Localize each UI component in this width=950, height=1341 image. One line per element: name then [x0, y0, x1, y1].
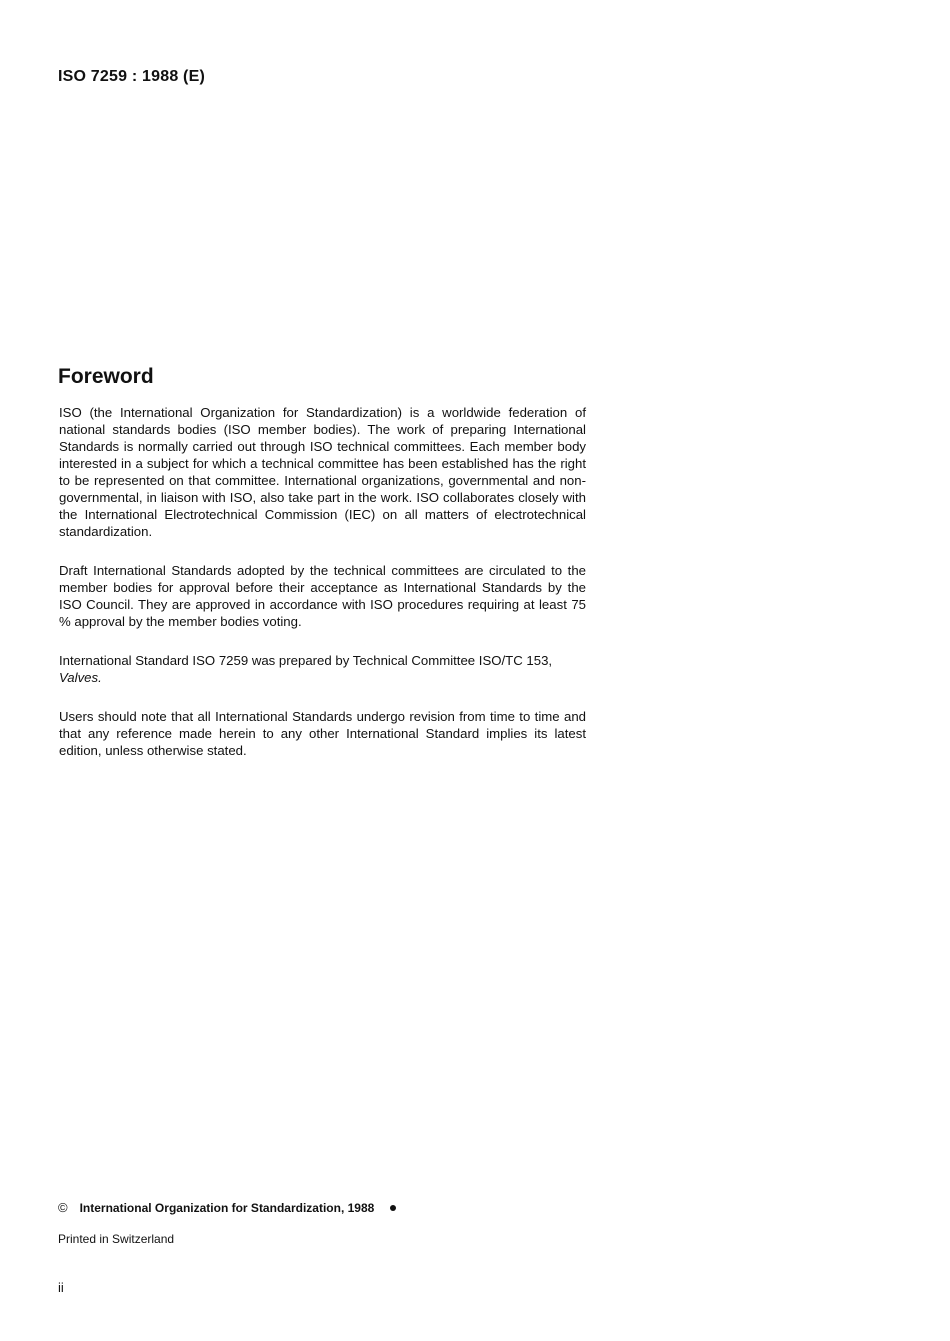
foreword-paragraph-2: Draft International Standards adopted by the technical committees are circulated to the member bodies for approval before their acceptance as International Standards by the ISO Council. They are approved in accordance with ISO procedures requiring at least 75 % approval by the member bodies voting. — [59, 563, 586, 629]
foreword-body — [59, 404, 586, 781]
foreword-paragraph-3-text: International Standard ISO 7259 was prepared by Technical Committee ISO/TC 153, — [59, 653, 553, 668]
copyright-line — [58, 1200, 396, 1215]
printed-location: Printed in Switzerland — [58, 1232, 175, 1246]
committee-title: Valves. — [59, 670, 102, 685]
foreword-paragraph-4: Users should note that all International Standards undergo revision from time to time and that any reference made herein to any other International Standard implies its latest edition, unless otherwise stated. — [59, 709, 586, 758]
copyright-text: International Organization for Standardization, 1988 — [79, 1200, 375, 1215]
document-header: ISO 7259 : 1988 (E) — [58, 68, 205, 85]
foreword-paragraph-1: ISO (the International Organization for Standardization) is a worldwide federation of national standards bodies (ISO member bodies). The work of preparing International Standards is normally carried out through ISO technical committees. Each member body interested in a subject for which a technical committee has been established has the right to be represented on that committee. International organizations, governmental and non-governmental, in liaison with ISO, also take part in the work. ISO collaborates closely with the International Electrotechnical Commission (IEC) on all matters of electrotechnical standardization. — [59, 405, 586, 539]
copyright-icon: © — [58, 1200, 68, 1215]
foreword-title: Foreword — [58, 365, 154, 388]
foreword-paragraph-3 — [59, 652, 586, 686]
page-number: ii — [58, 1280, 64, 1295]
bullet-dot-icon — [390, 1205, 396, 1211]
